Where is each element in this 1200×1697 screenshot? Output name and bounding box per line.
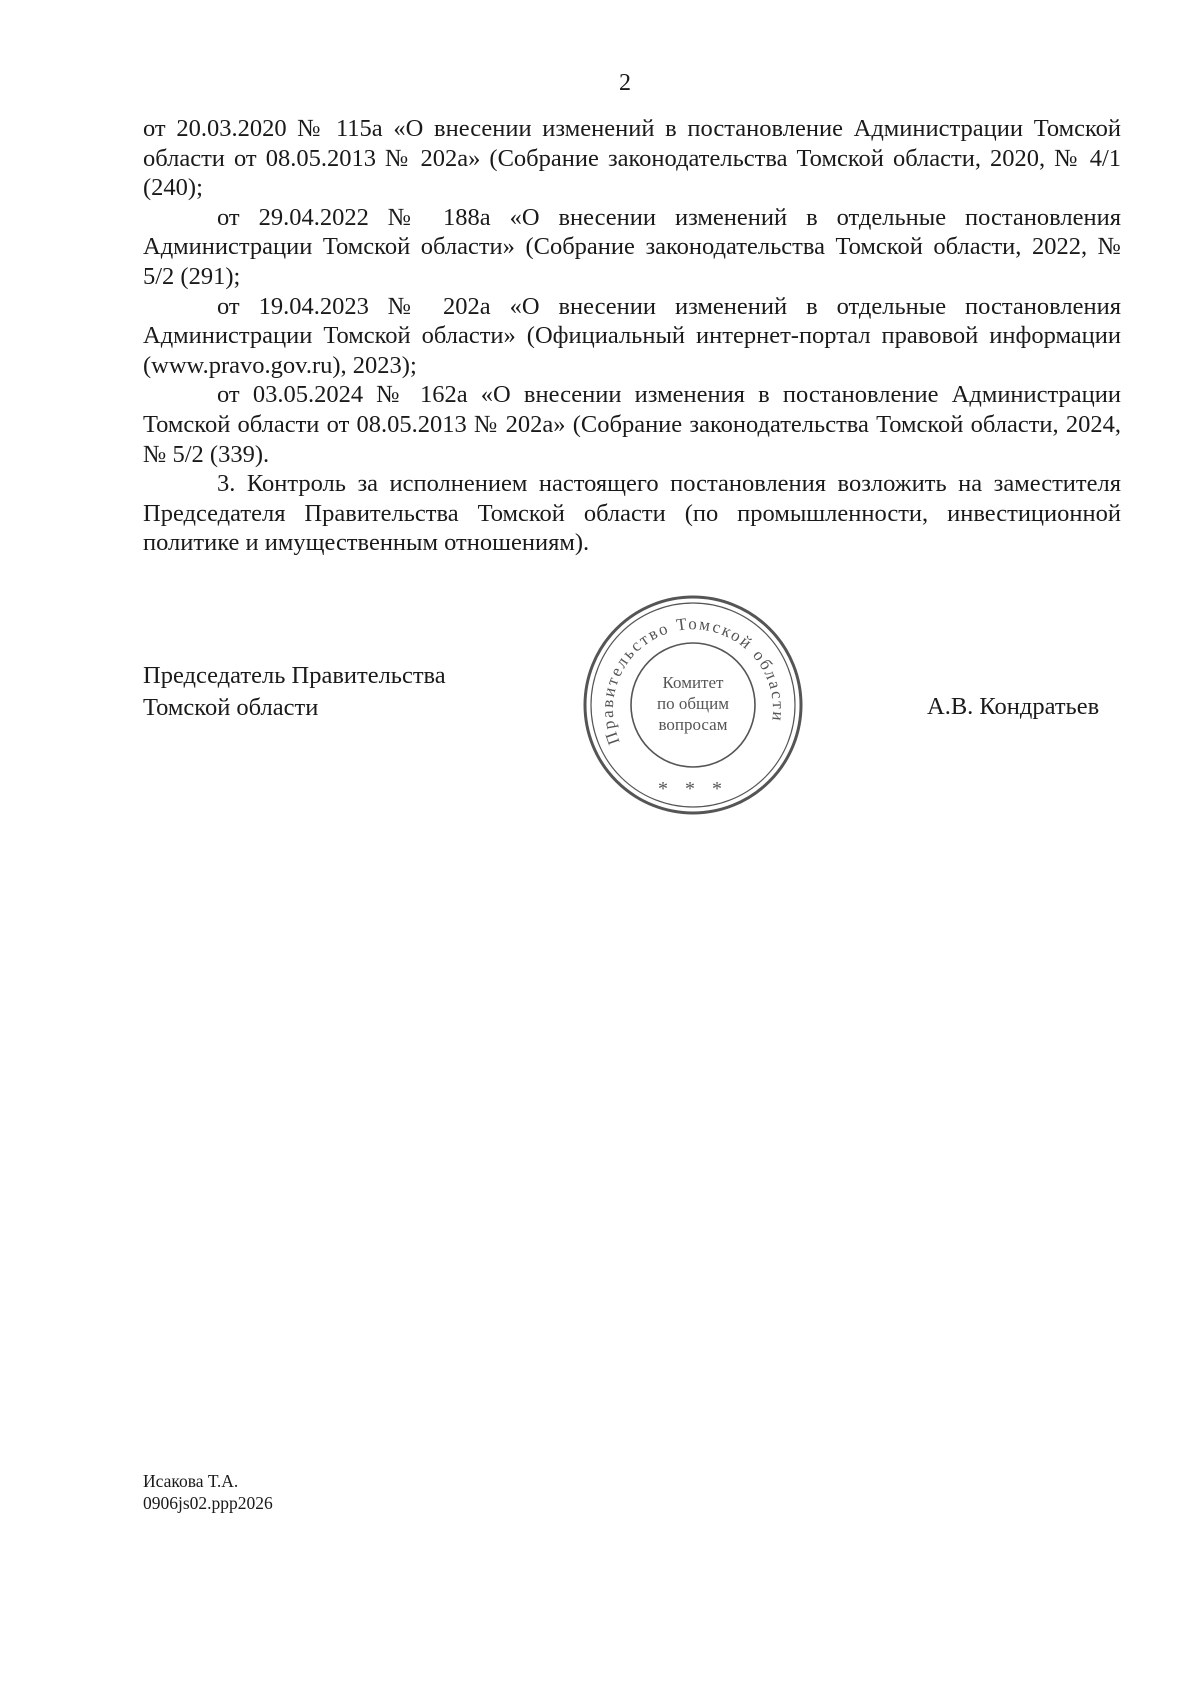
- amendment-paragraph: от 20.03.2020 № 115а «О внесении изменений в постановление Администрации Томской области от 08.05.2013 № 202а» (Собрание законодательства Томской области, 2020, № 4/1 (240);: [143, 115, 1121, 202]
- official-stamp: [580, 592, 806, 818]
- executor-footer: [143, 1470, 273, 1514]
- signatory-position-line: Томской области: [143, 694, 319, 721]
- stamp-center-line: вопросам: [658, 715, 728, 734]
- official-stamp-graphic: [580, 592, 806, 818]
- control-clause-paragraph: 3. Контроль за исполнением настоящего постановления возложить на заместителя Председателя Правительства Томской области (по промышленности, инвестиционной политике и имущественным отношениям).: [143, 470, 1121, 557]
- stamp-center-line: Комитет: [662, 673, 724, 692]
- stamp-ring-text: Правительство Томской области: [597, 614, 789, 748]
- page-number: 2: [619, 70, 631, 96]
- stamp-stars: * * *: [658, 778, 728, 800]
- signatory-position-line: Председатель Правительства: [143, 662, 446, 689]
- amendment-paragraph: от 29.04.2022 № 188а «О внесении изменений в отдельные постановления Администрации Томской области» (Собрание законодательства Томской области, 2022, № 5/2 (291);: [143, 203, 1121, 290]
- stamp-center-line: по общим: [657, 694, 729, 713]
- document-body: [143, 114, 1121, 558]
- signatory-name: А.В. Кондратьев: [927, 693, 1100, 720]
- amendment-paragraph: от 03.05.2024 № 162а «О внесении изменения в постановление Администрации Томской области от 08.05.2013 № 202а» (Собрание законодательства Томской области, 2024, № 5/2 (339).: [143, 381, 1121, 468]
- signatory-position: [143, 660, 446, 724]
- amendment-paragraph: от 19.04.2023 № 202а «О внесении изменений в отдельные постановления Администрации Томской области» (Официальный интернет-портал правовой информации (www.pravo.gov.ru), 2023);: [143, 292, 1121, 379]
- file-code: 0906js02.ppp2026: [143, 1493, 273, 1513]
- executor-name: Исакова Т.А.: [143, 1471, 239, 1491]
